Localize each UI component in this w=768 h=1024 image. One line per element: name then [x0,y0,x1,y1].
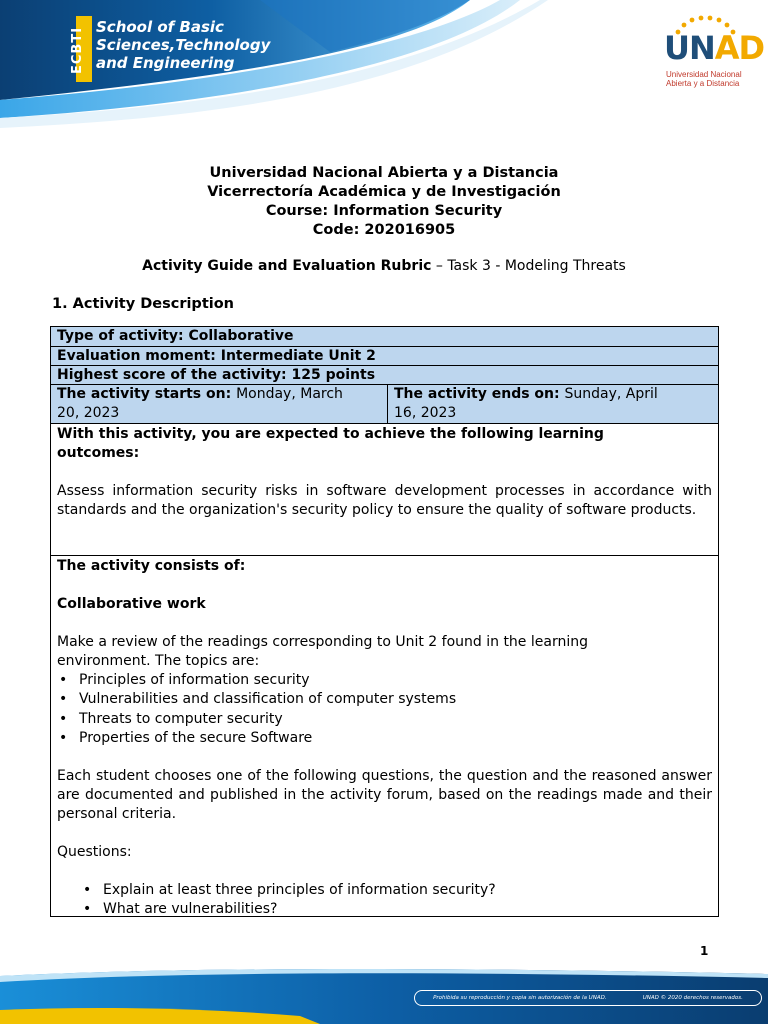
guide-subtitle-rest: – Task 3 - Modeling Threats [431,258,626,274]
course-title: Course: Information Security [265,203,503,219]
vicerrectoria-title: Vicerrectoría Académica y de Investigación [207,184,561,200]
ends-value-b: 16, 2023 [394,405,457,421]
cell-learning-outcomes [51,424,718,555]
row-activity-consists [51,556,718,916]
section-heading: 1. Activity Description [52,296,235,312]
ends-label: The activity ends on: [394,386,565,402]
outcomes-heading-a: With this activity, you are expected to achieve the following learning [57,426,604,442]
school-name-line2: Sciences,Technology [96,36,271,54]
university-title: Universidad Nacional Abierta y a Distancia [209,165,559,181]
school-name [96,18,296,72]
cell-start-date [51,385,388,423]
cell-highest-score [51,366,718,384]
list-item: • Principles of information security [57,671,712,690]
cell-evaluation-moment [51,347,718,365]
starts-label: The activity starts on: [57,386,237,402]
school-name-line3: and Engineering [96,54,235,72]
school-name-line1: School of Basic [96,18,224,36]
unad-logo [658,14,765,94]
logo-un: UN [664,29,715,67]
logo-subtitle [666,70,766,88]
course-code: Code: 202016905 [312,222,456,238]
list-item: • Threats to computer security [57,710,712,729]
starts-value-a: Monday, March [236,386,343,402]
row-learning-outcomes [51,424,718,556]
outcomes-heading-b: outcomes: [57,445,140,461]
score-value: 125 points [291,367,376,383]
review-text: Make a review of the readings corresponding to Unit 2 found in the learning environment. The topics are: [57,634,588,669]
row-type-of-activity [51,327,718,347]
type-label: Type of activity: [57,328,189,344]
header-banner [0,0,768,140]
ecbti-label: ECBTI [70,26,85,74]
questions-label: Questions: [57,844,132,861]
collaborative-heading: Collaborative work [57,596,206,612]
eval-label: Evaluation moment: [57,348,221,364]
type-value: Collaborative [188,328,294,344]
row-activity-dates [51,385,718,424]
guide-subtitle [0,258,768,274]
footer-copyright-note [414,990,762,1006]
ends-value-a: Sunday, April [564,386,658,402]
score-label: Highest score of the activity: [57,367,292,383]
questions-list [57,881,712,920]
list-item: • Vulnerabilities and classification of computer systems [57,690,712,709]
cell-end-date [388,385,718,423]
outcomes-text: Assess information security risks in software development processes in accordance with standards and the organization's security policy to ensure the quality of software products. [57,483,712,518]
logo-subtitle-line2: Abierta y a Distancia [666,79,740,88]
page-number: 1 [700,944,709,958]
consists-heading: The activity consists of: [57,558,246,574]
cell-type-of-activity [51,327,718,346]
list-item: • Properties of the secure Software [57,729,712,748]
cell-activity-consists [51,556,718,916]
logo-wordmark [664,29,765,67]
eval-value: Intermediate Unit 2 [220,348,376,364]
topics-list [57,671,712,748]
each-student-text: Each student chooses one of the following questions, the question and the reasoned answer are documented and published in the activity forum, based on the readings made and their personal criteria. [57,768,712,823]
starts-value-b: 20, 2023 [57,405,120,421]
list-item: • Explain at least three principles of information security? [57,881,712,900]
row-highest-score [51,366,718,385]
document-titles [0,164,768,240]
activity-table [50,326,719,917]
logo-subtitle-line1: Universidad Nacional [666,70,742,79]
footer-note-right: UNAD © 2020 derechos reservados. [642,995,743,1001]
logo-ad: AD [714,29,765,67]
guide-subtitle-bold: Activity Guide and Evaluation Rubric [142,258,432,274]
list-item: • What are vulnerabilities? [57,900,712,919]
footer-note-left: Prohibida su reproducción y copia sin autorización de la UNAD. [433,995,607,1001]
row-evaluation-moment [51,347,718,366]
